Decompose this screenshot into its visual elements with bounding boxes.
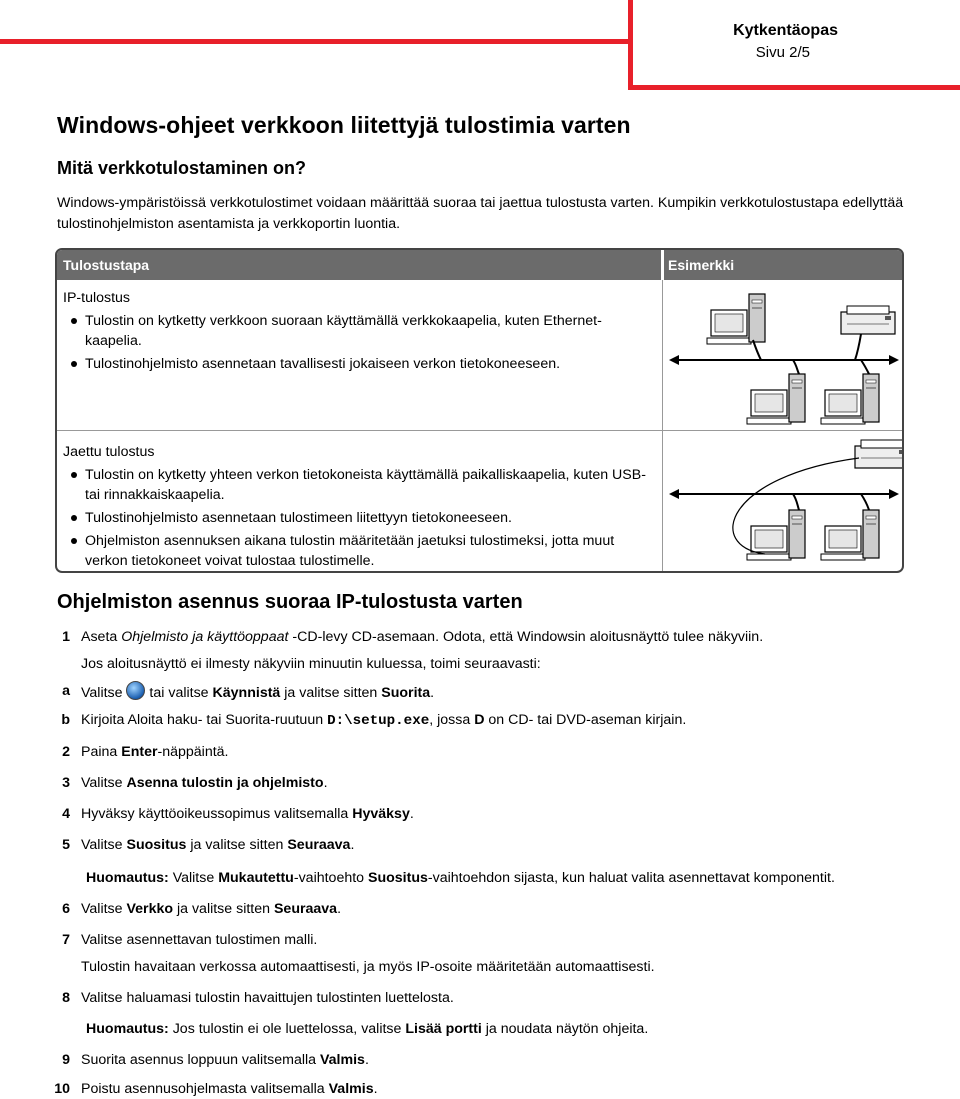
page-number: Sivu 2/5 — [755, 44, 810, 61]
step-1b: b Kirjoita Aloita haku- tai Suorita-ruutuun D:\setup.exe, jossa D on CD- tai DVD-aseman kirjain. — [61, 712, 687, 729]
list-item: Tulostin on kytketty yhteen verkon tietokoneista käyttämällä paikalliskaapelia, kuten USB- tai rinnakkaiskaapelia. — [63, 465, 653, 505]
step-5: 5 Valitse Suositus ja valitse sitten Seuraava. — [62, 837, 355, 853]
list-item: Tulostinohjelmisto asennetaan tavallisesti jokaiseen verkon tietokoneeseen. — [63, 354, 653, 374]
step-3: 3 Valitse Asenna tulostin ja ohjelmisto. — [62, 775, 328, 791]
windows-start-icon — [126, 681, 145, 700]
step-6: 6 Valitse Verkko ja valitse sitten Seuraava. — [62, 901, 342, 917]
step-1a: a Valitse tai valitse Käynnistä ja valitse sitten Suorita. — [62, 683, 435, 701]
install-heading: Ohjelmiston asennus suoraa IP-tulostusta varten — [57, 591, 523, 613]
step-1-extra: Jos aloitusnäyttö ei ilmesty näkyviin minuutin kuluessa, toimi seuraavasti: — [81, 656, 541, 672]
step-7-extra: Tulostin havaitaan verkossa automaattisesti, ja myös IP-osoite määritetään automaattisesti. — [81, 959, 655, 975]
step-9: 9 Suorita asennus loppuun valitsemalla Valmis. — [62, 1052, 369, 1068]
install-steps — [50, 623, 930, 1099]
table-row — [63, 442, 653, 573]
comparison-table — [55, 248, 904, 573]
step-4: 4 Hyväksy käyttöoikeussopimus valitsemalla Hyväksy. — [62, 806, 414, 822]
note-1: Huomautus: Valitse Mukautettu-vaihtoehto Suositus-vaihtoehdon sijasta, kun haluat valita asennettavat komponentit. — [86, 870, 835, 886]
row-title: IP-tulostus — [63, 290, 131, 306]
document-title: Kytkentäopas — [733, 22, 838, 39]
step-1: 1 Aseta Ohjelmisto ja käyttöoppaat -CD-levy CD-asemaan. Odota, että Windowsin aloitusnäyttö tulee näkyviin. — [62, 629, 764, 645]
intro-paragraph: Windows-ympäristöissä verkkotulostimet voidaan määrittää suoraa tai jaettua tulostusta varten. Kumpikin verkkotulostustapa edellyttää tulostinohjelmiston asentamista ja verkkoportin luontia. — [57, 195, 904, 232]
ip-printing-diagram — [665, 282, 902, 428]
step-2: 2 Paina Enter-näppäintä. — [62, 744, 229, 760]
column-header-example: Esimerkki — [668, 257, 735, 273]
note-2: Huomautus: Jos tulostin ei ole luettelossa, valitse Lisää portti ja noudata näytön ohjeita. — [86, 1021, 649, 1037]
header-rule — [0, 39, 632, 44]
step-10: 10 Poistu asennusohjelmasta valitsemalla Valmis. — [54, 1081, 378, 1097]
table-header — [57, 250, 902, 280]
table-row — [63, 288, 653, 377]
list-item: Ohjelmiston asennuksen aikana tulostin määritetään jaetuksi tulostimeksi, jotta muut verkon tietokoneet voivat tulostaa tulostimelle. — [63, 531, 653, 571]
list-item: Tulostin on kytketty verkkoon suoraan käyttämällä verkkokaapelia, kuten Ethernet-kaapelia. — [63, 311, 653, 351]
list-item: Tulostinohjelmisto asennetaan tulostimeen liitettyyn tietokoneeseen. — [63, 508, 653, 528]
column-header-method: Tulostustapa — [63, 257, 150, 273]
row-title: Jaettu tulostus — [63, 444, 155, 460]
shared-printing-diagram — [665, 436, 902, 571]
subsection-heading: Mitä verkkotulostaminen on? — [57, 158, 307, 178]
step-7: 7 Valitse asennettavan tulostimen malli. — [62, 932, 318, 948]
section-heading: Windows-ohjeet verkkoon liitettyjä tulostimia varten — [57, 112, 631, 138]
step-8: 8 Valitse haluamasi tulostin havaittujen tulostinten luettelosta. — [62, 990, 454, 1006]
